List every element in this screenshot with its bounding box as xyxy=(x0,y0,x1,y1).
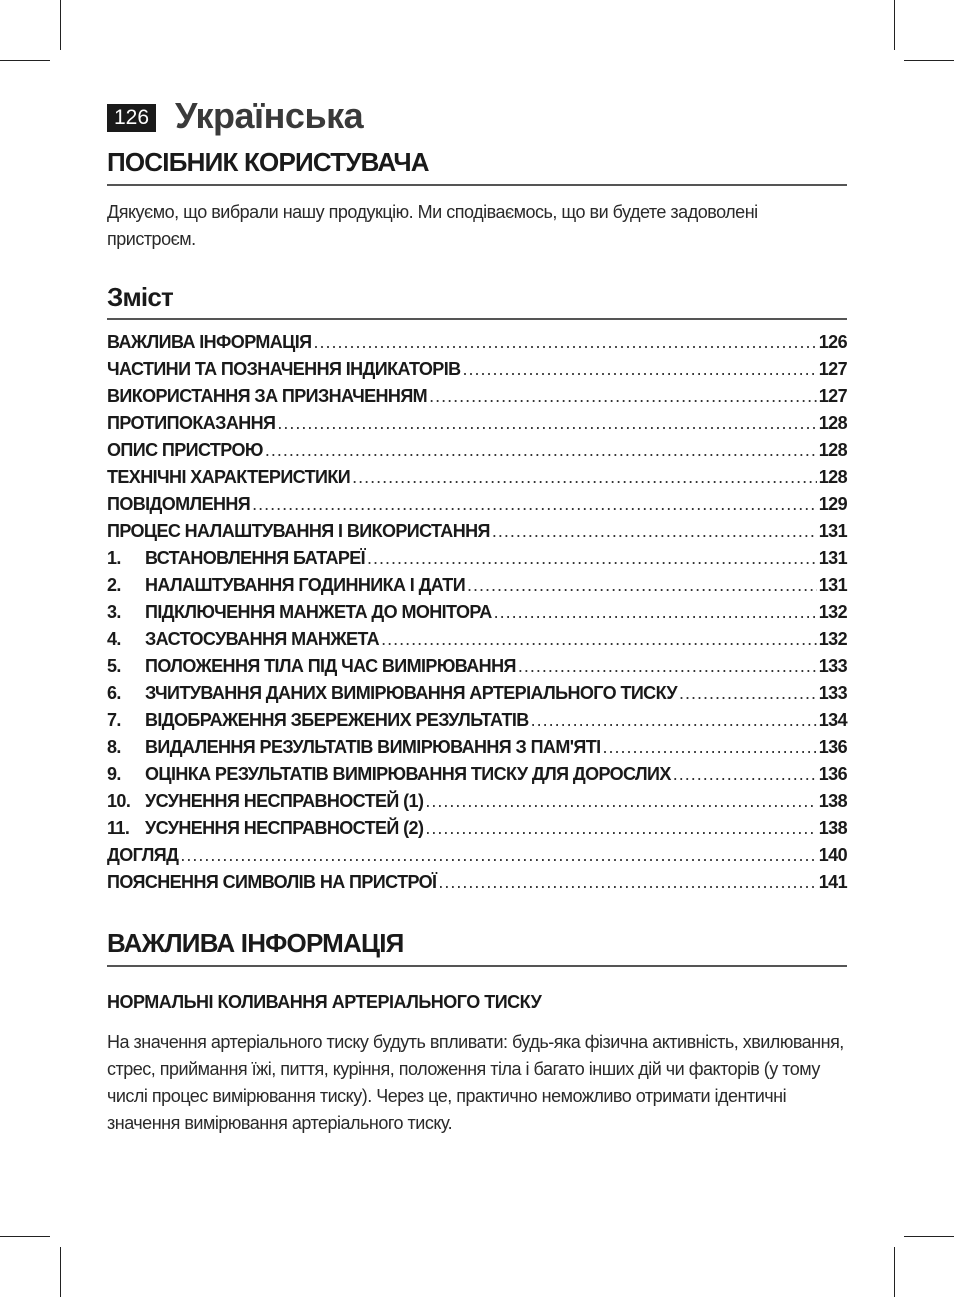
toc-row xyxy=(107,845,847,872)
toc-row xyxy=(107,656,847,683)
intro-paragraph: Дякуємо, що вибрали нашу продукцію. Ми сподіваємось, що ви будете задоволені пристроєм. xyxy=(107,202,758,249)
toc-item-number: 5. xyxy=(107,656,121,676)
toc-item-page: 131 xyxy=(818,575,847,595)
toc-leader-dots xyxy=(367,548,817,569)
toc-leader-dots xyxy=(425,791,816,812)
toc-item-number: 8. xyxy=(107,737,121,757)
toc-leader-dots xyxy=(463,359,817,380)
toc-item-page: 138 xyxy=(818,791,847,811)
crop-mark xyxy=(904,60,954,61)
toc-item-page: 128 xyxy=(818,413,847,433)
manual-title: ПОСІБНИК КОРИСТУВАЧА xyxy=(107,147,429,177)
toc-item-number: 7. xyxy=(107,710,121,730)
toc-item-page: 128 xyxy=(818,440,847,460)
toc-leader-dots xyxy=(679,683,817,704)
table-of-contents xyxy=(107,332,847,899)
crop-mark xyxy=(60,0,61,50)
toc-leader-dots xyxy=(277,413,816,434)
toc-item-label: УСУНЕННЯ НЕСПРАВНОСТЕЙ (2) xyxy=(145,818,424,838)
toc-row xyxy=(107,737,847,764)
toc-row xyxy=(107,683,847,710)
toc-item-number: 11. xyxy=(107,818,130,838)
toc-divider xyxy=(107,318,847,320)
toc-item-label: ПОЛОЖЕННЯ ТІЛА ПІД ЧАС ВИМІРЮВАННЯ xyxy=(145,656,516,676)
toc-item-page: 127 xyxy=(818,359,847,379)
toc-item-page: 126 xyxy=(818,332,847,352)
toc-row xyxy=(107,521,847,548)
toc-row xyxy=(107,413,847,440)
toc-row xyxy=(107,602,847,629)
toc-leader-dots xyxy=(252,494,817,515)
toc-row xyxy=(107,629,847,656)
toc-row xyxy=(107,440,847,467)
toc-leader-dots xyxy=(265,440,817,461)
toc-item-label: ЗАСТОСУВАННЯ МАНЖЕТА xyxy=(145,629,380,649)
toc-title: Зміст xyxy=(107,282,173,312)
toc-item-number: 1. xyxy=(107,548,121,568)
body-paragraph: На значення артеріального тиску будуть впливати: будь-яка фізична активність, хвилювання, стрес, приймання їжі, пиття, куріння, положення тіла і багато інших дій чи факторів (у тому числі процес вимірювання тиску). Через це, практично неможливо отримати ідентичні значення вимірювання артеріального тиску. xyxy=(107,1032,844,1133)
toc-leader-dots xyxy=(180,845,816,866)
toc-item-page: 133 xyxy=(818,656,847,676)
toc-item-page: 136 xyxy=(818,737,847,757)
toc-item-page: 129 xyxy=(818,494,847,514)
toc-row xyxy=(107,710,847,737)
page-number-badge: 126 xyxy=(107,104,156,132)
toc-item-page: 131 xyxy=(818,521,847,541)
toc-row xyxy=(107,764,847,791)
toc-leader-dots xyxy=(603,737,817,758)
toc-leader-dots xyxy=(352,467,817,488)
toc-item-page: 141 xyxy=(818,872,847,892)
toc-leader-dots xyxy=(494,602,817,623)
toc-item-label: ПРОТИПОКАЗАННЯ xyxy=(107,413,276,433)
toc-item-label: ПІДКЛЮЧЕННЯ МАНЖЕТА ДО МОНІТОРА xyxy=(145,602,492,622)
toc-leader-dots xyxy=(492,521,817,542)
toc-leader-dots xyxy=(467,575,817,596)
toc-item-label: ПОВІДОМЛЕННЯ xyxy=(107,494,251,514)
subheading: НОРМАЛЬНІ КОЛИВАННЯ АРТЕРІАЛЬНОГО ТИСКУ xyxy=(107,992,542,1012)
crop-mark xyxy=(904,1236,954,1237)
toc-item-label: ПОЯСНЕННЯ СИМВОЛІВ НА ПРИСТРОЇ xyxy=(107,872,437,892)
toc-item-number: 3. xyxy=(107,602,121,622)
language-title: Українська xyxy=(175,95,364,136)
crop-mark xyxy=(0,1236,50,1237)
toc-row xyxy=(107,359,847,386)
toc-item-page: 140 xyxy=(818,845,847,865)
toc-row xyxy=(107,386,847,413)
crop-mark xyxy=(60,1247,61,1297)
toc-item-page: 136 xyxy=(818,764,847,784)
important-divider xyxy=(107,965,847,967)
toc-item-label: ЗЧИТУВАННЯ ДАНИХ ВИМІРЮВАННЯ АРТЕРІАЛЬНОГО ТИСКУ xyxy=(145,683,678,703)
toc-leader-dots xyxy=(425,818,816,839)
toc-leader-dots xyxy=(313,332,816,353)
toc-row xyxy=(107,791,847,818)
toc-item-label: ВСТАНОВЛЕННЯ БАТАРЕЇ xyxy=(145,548,366,568)
toc-item-number: 10. xyxy=(107,791,131,811)
toc-row xyxy=(107,332,847,359)
toc-item-page: 138 xyxy=(818,818,847,838)
toc-row xyxy=(107,818,847,845)
toc-item-number: 2. xyxy=(107,575,121,595)
toc-item-label: ВИДАЛЕННЯ РЕЗУЛЬТАТІВ ВИМІРЮВАННЯ З ПАМ'ЯТІ xyxy=(145,737,601,757)
toc-item-label: ЧАСТИНИ ТА ПОЗНАЧЕННЯ ІНДИКАТОРІВ xyxy=(107,359,461,379)
toc-row xyxy=(107,575,847,602)
toc-item-number: 6. xyxy=(107,683,121,703)
toc-leader-dots xyxy=(518,656,817,677)
toc-item-page: 127 xyxy=(818,386,847,406)
toc-item-page: 128 xyxy=(818,467,847,487)
toc-item-page: 131 xyxy=(818,548,847,568)
toc-item-label: ВІДОБРАЖЕННЯ ЗБЕРЕЖЕНИХ РЕЗУЛЬТАТІВ xyxy=(145,710,529,730)
toc-item-label: ПРОЦЕС НАЛАШТУВАННЯ І ВИКОРИСТАННЯ xyxy=(107,521,490,541)
toc-item-label: ТЕХНІЧНІ ХАРАКТЕРИСТИКИ xyxy=(107,467,351,487)
toc-row xyxy=(107,467,847,494)
toc-leader-dots xyxy=(429,386,817,407)
toc-leader-dots xyxy=(673,764,817,785)
title-divider xyxy=(107,184,847,186)
toc-row xyxy=(107,494,847,521)
toc-leader-dots xyxy=(531,710,817,731)
toc-item-label: ВИКОРИСТАННЯ ЗА ПРИЗНАЧЕННЯМ xyxy=(107,386,428,406)
crop-mark xyxy=(0,60,50,61)
toc-leader-dots xyxy=(381,629,817,650)
toc-row xyxy=(107,872,847,899)
toc-item-page: 134 xyxy=(818,710,847,730)
crop-mark xyxy=(894,0,895,50)
toc-row xyxy=(107,548,847,575)
toc-item-page: 133 xyxy=(818,683,847,703)
crop-mark xyxy=(894,1247,895,1297)
toc-item-label: ДОГЛЯД xyxy=(107,845,179,865)
toc-item-page: 132 xyxy=(818,629,847,649)
toc-item-label: ВАЖЛИВА ІНФОРМАЦІЯ xyxy=(107,332,312,352)
toc-item-label: ОЦІНКА РЕЗУЛЬТАТІВ ВИМІРЮВАННЯ ТИСКУ ДЛЯ ДОРОСЛИХ xyxy=(145,764,671,784)
toc-item-page: 132 xyxy=(818,602,847,622)
toc-item-label: НАЛАШТУВАННЯ ГОДИННИКА І ДАТИ xyxy=(145,575,466,595)
toc-item-number: 9. xyxy=(107,764,121,784)
toc-item-label: ОПИС ПРИСТРОЮ xyxy=(107,440,263,460)
toc-item-number: 4. xyxy=(107,629,121,649)
toc-leader-dots xyxy=(438,872,816,893)
important-info-title: ВАЖЛИВА ІНФОРМАЦІЯ xyxy=(107,928,404,958)
toc-item-label: УСУНЕННЯ НЕСПРАВНОСТЕЙ (1) xyxy=(145,791,424,811)
